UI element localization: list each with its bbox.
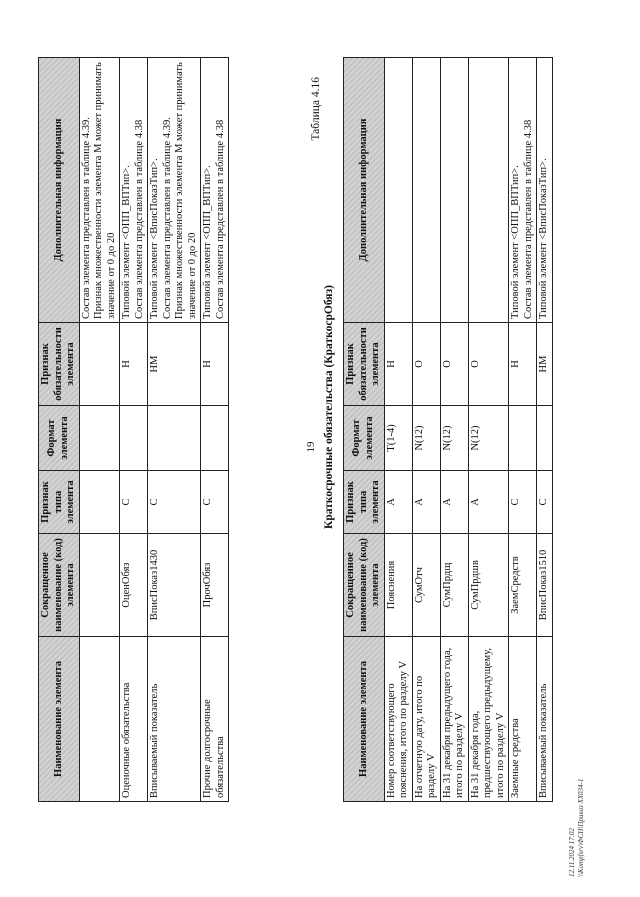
table-row: [537, 58, 553, 802]
cell-additional-info: Типовой элемент <ВписПоказТип>.: [537, 58, 553, 323]
cell-short-code: ОценОбяз: [120, 534, 148, 637]
header-format: Формат элемента: [39, 406, 80, 471]
cell-type-flag: А: [468, 471, 509, 534]
cell-short-code: [79, 534, 120, 637]
table-row: [509, 58, 537, 802]
cell-additional-info: Типовой элемент <ОПП_ВПТип>. Состав элемента представлен в таблице 4.38: [120, 58, 148, 323]
cell-mandatory-flag: Н: [509, 323, 537, 406]
cell-mandatory-flag: Н: [201, 323, 229, 406]
cell-short-code: СумПрдщ: [440, 534, 468, 637]
header-element-name: Наименование элемента: [39, 637, 80, 802]
cell-short-code: ВписПоказ1430: [148, 534, 201, 637]
table-row: [440, 58, 468, 802]
table-row: [412, 58, 440, 802]
cell-mandatory-flag: О: [412, 323, 440, 406]
table-row: [468, 58, 509, 802]
cell-additional-info: [468, 58, 509, 323]
table-row: [384, 58, 412, 802]
cell-format: [537, 406, 553, 471]
cell-format: N(12): [412, 406, 440, 471]
cell-element-name: На 31 декабря года, предшествующего предыдущему, итого по разделу V: [468, 637, 509, 802]
cell-element-name: Прочие долгосрочные обязательства: [201, 637, 229, 802]
footer-path: \\Kompfsrv\ФСН\Приказ ХХ034-1: [577, 778, 585, 877]
cell-format: T(1-4): [384, 406, 412, 471]
cell-mandatory-flag: [79, 323, 120, 406]
cell-format: N(12): [468, 406, 509, 471]
cell-element-name: На отчетную дату, итого по разделу V: [412, 637, 440, 802]
header-short-code: Сокращенное наименование (код) элемента: [39, 534, 80, 637]
cell-type-flag: С: [148, 471, 201, 534]
table-header-row: [39, 58, 80, 802]
table-row: [79, 58, 120, 802]
cell-element-name: Вписываемый показатель: [537, 637, 553, 802]
header-additional-info: Дополнительная информация: [39, 58, 80, 323]
cell-short-code: ВписПоказ1510: [537, 534, 553, 637]
cell-element-name: Вписываемый показатель: [148, 637, 201, 802]
cell-format: [509, 406, 537, 471]
cell-element-name: Оценочные обязательства: [120, 637, 148, 802]
cell-mandatory-flag: Н: [120, 323, 148, 406]
cell-mandatory-flag: Н: [384, 323, 412, 406]
table-long-term-liabilities-continued: [38, 57, 229, 802]
footer-date: 12.11.2024 17:02: [568, 827, 576, 877]
table-caption: Краткосрочные обязательства (КраткосрОбяз): [323, 285, 335, 529]
cell-type-flag: С: [537, 471, 553, 534]
cell-additional-info: [440, 58, 468, 323]
cell-type-flag: С: [201, 471, 229, 534]
cell-type-flag: [79, 471, 120, 534]
cell-format: N(12): [440, 406, 468, 471]
table-row: [201, 58, 229, 802]
cell-type-flag: А: [384, 471, 412, 534]
table-row: [120, 58, 148, 802]
header-element-name: Наименование элемента: [344, 637, 385, 802]
cell-type-flag: С: [120, 471, 148, 534]
cell-element-name: На 31 декабря предыдущего года, итого по разделу V: [440, 637, 468, 802]
cell-additional-info: [412, 58, 440, 323]
table-row: [148, 58, 201, 802]
cell-short-code: ЗаемСредств: [509, 534, 537, 637]
header-format: Формат элемента: [344, 406, 385, 471]
page-number: 19: [305, 441, 317, 453]
cell-format: [79, 406, 120, 471]
header-type-flag: Признак типа элемента: [39, 471, 80, 534]
cell-short-code: СумПрдшв: [468, 534, 509, 637]
header-additional-info: Дополнительная информация: [344, 58, 385, 323]
header-mandatory-flag: Признак обязательности элемента: [39, 323, 80, 406]
cell-additional-info: Состав элемента представлен в таблице 4.39. Признак множественности элемента М может принимать значение от 0 до 20: [79, 58, 120, 323]
cell-format: [148, 406, 201, 471]
table-header-row: [344, 58, 385, 802]
cell-type-flag: А: [440, 471, 468, 534]
cell-type-flag: А: [412, 471, 440, 534]
header-type-flag: Признак типа элемента: [344, 471, 385, 534]
cell-element-name: [79, 637, 120, 802]
cell-mandatory-flag: НМ: [148, 323, 201, 406]
cell-element-name: Номер соответствующего пояснения, итого по разделу V: [384, 637, 412, 802]
cell-short-code: СумОтч: [412, 534, 440, 637]
table-number-label: Таблица 4.16: [310, 77, 322, 141]
cell-element-name: Заемные средства: [509, 637, 537, 802]
cell-short-code: Пояснения: [384, 534, 412, 637]
header-mandatory-flag: Признак обязательности элемента: [344, 323, 385, 406]
cell-format: [201, 406, 229, 471]
cell-additional-info: [384, 58, 412, 323]
cell-mandatory-flag: О: [440, 323, 468, 406]
header-short-code: Сокращенное наименование (код) элемента: [344, 534, 385, 637]
cell-additional-info: Типовой элемент <ВписПоказТип>. Состав элемента представлен в таблице 4.39. Признак множественности элемента М может принимать значение от 0 до 20: [148, 58, 201, 323]
cell-type-flag: С: [509, 471, 537, 534]
cell-additional-info: Типовой элемент <ОПП_ВПТип>. Состав элемента представлен в таблице 4.38: [509, 58, 537, 323]
cell-mandatory-flag: НМ: [537, 323, 553, 406]
table-short-term-liabilities: [343, 57, 553, 802]
footer-stamp: [568, 779, 586, 877]
cell-format: [120, 406, 148, 471]
cell-additional-info: Типовой элемент <ОПП_ВПТип>. Состав элемента представлен в таблице 4.38: [201, 58, 229, 323]
cell-mandatory-flag: О: [468, 323, 509, 406]
cell-short-code: ПрочОбяз: [201, 534, 229, 637]
